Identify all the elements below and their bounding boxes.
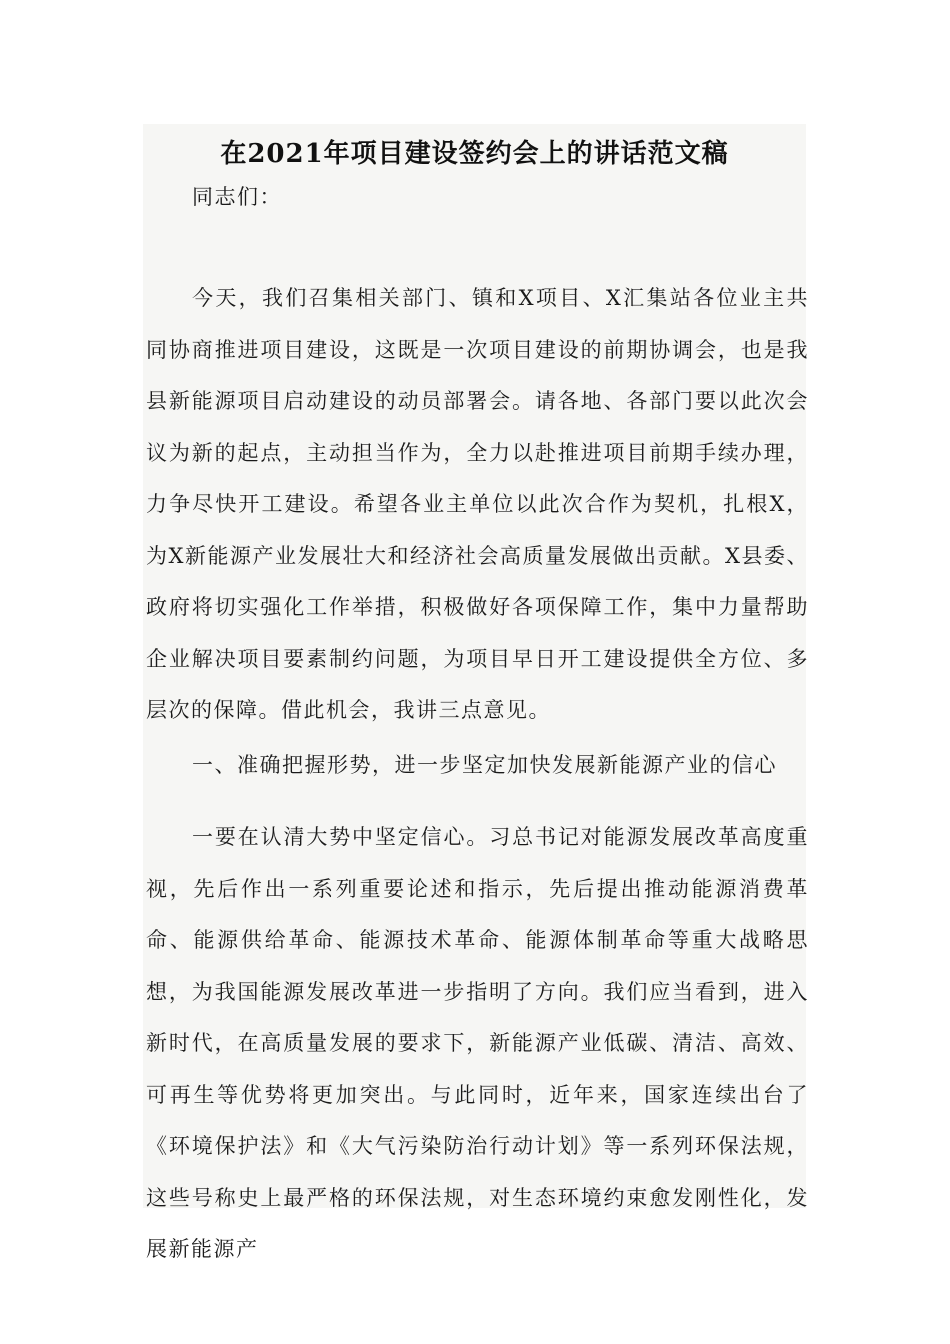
intro-paragraph: 今天，我们召集相关部门、镇和X项目、X汇集站各位业主共同协商推进项目建设，这既是一次项目建设的前期协调会，也是我县新能源项目启动建设的动员部署会。请各地、各部门要以此次会议为新的起点，主动担当作为，全力以赴推进项目前期手续办理，力争尽快开工建设。希望各业主单位以此次合作为契机，扎根X，为X新能源产业发展壮大和经济社会高质量发展做出贡献。X县委、政府将切实强化工作举措，积极做好各项保障工作，集中力量帮助企业解决项目要素制约问题，为项目早日开工建设提供全方位、多层次的保障。借此机会，我讲三点意见。 bbox=[146, 286, 809, 722]
document-title: 在2021年项目建设签约会上的讲话范文稿 bbox=[220, 139, 729, 169]
section-paragraph: 一要在认清大势中坚定信心。习总书记对能源发展改革高度重视，先后作出一系列重要论述和指示，先后提出推动能源消费革命、能源供给革命、能源技术革命、能源体制革命等重大战略思想，为我国能源发展改革进一步指明了方向。我们应当看到，进入新时代，在高质量发展的要求下，新能源产业低碳、清洁、高效、可再生等优势将更加突出。与此同时，近年来，国家连续出台了《环境保护法》和《大气污染防治行动计划》等一系列环保法规，这些号称史上最严格的环保法规，对生态环境约束愈发刚性化，发展新能源产 bbox=[146, 825, 809, 1261]
salutation: 同志们： bbox=[192, 185, 282, 209]
section-heading: 一、准确把握形势，进一步坚定加快发展新能源产业的信心 bbox=[192, 753, 777, 777]
document-page bbox=[143, 124, 809, 1261]
